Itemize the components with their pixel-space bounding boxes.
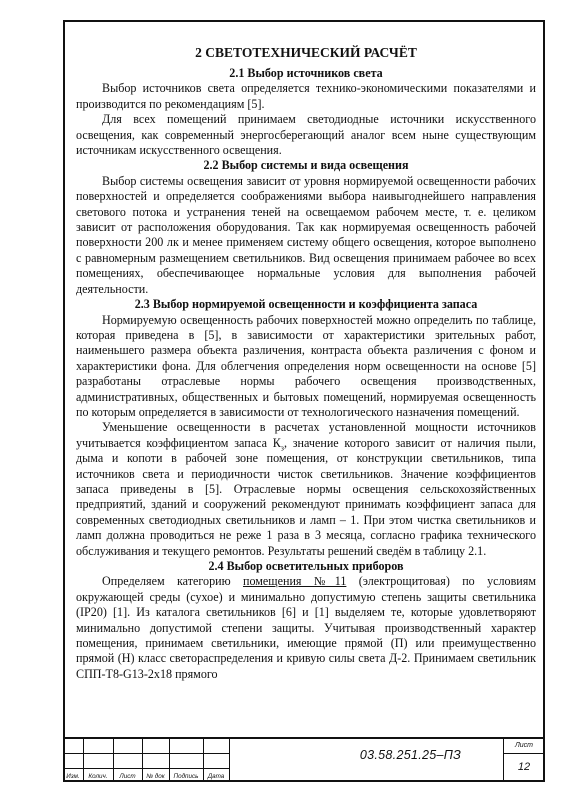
stamp-label-count: Колич. <box>88 773 108 780</box>
document-code: 03.58.251.25–ПЗ <box>359 748 462 762</box>
stamp-label-sheet: Лист <box>119 773 136 780</box>
text-span: Определяем категорию <box>102 574 243 589</box>
title-block <box>63 737 545 782</box>
text-span: , значение которого зависит от наличия пыли, дыма и копоти в рабочей зоне помещения, от конструкции светильников, типа источников света и периодичности чисток светильников. Значение коэффициентов запаса приведены в [5]. Отраслевые нормы освещения сельскохозяйственных предприятий, зданий и сооружений рекомендуют принимать коэффициент запаса для современных светодиодных светильников и ламп – 1. При этом чистка светильников и ламп должна проводиться не реже 1 раза в 3 месяца, согласно графика технического обслуживания и текущего ремонтов. Результаты решений сведём в таблицу 2.1. <box>76 435 536 558</box>
stamp-row-line <box>503 753 545 754</box>
stamp-label-signature: Подпись <box>173 773 199 780</box>
paragraph: Для всех помещений принимаем светодиодные источники искусственного освещения, как современный энергосберегающий аналог всем ныне существующим источникам искусственного освещения. <box>76 112 536 158</box>
paragraph: Выбор источников света определяется технико-экономическими показателями и производится по рекомендациям [5]. <box>76 81 536 111</box>
stamp-row-line <box>63 753 229 754</box>
paragraph <box>76 574 536 682</box>
chapter-title: 2 СВЕТОТЕХНИЧЕСКИЙ РАСЧЁТ <box>195 45 417 60</box>
stamp-label-change: Изм. <box>66 773 80 780</box>
sheet-label: Лист <box>514 742 534 749</box>
text-span: (электрощитовая) по условиям окружающей среды (сухое) и минимально допустимую степень защиты светильника (IP20) [1]. Из каталога светильников [6] и [1] выделяем те, которые удовлетворяют минимально допустимой степени защиты. Учитывая производственный характер помещения, принимаем светильники, имеющие прямой (П) или преимущественно прямой (Н) класс светораспределения и кривую силы света Д-2. Принимаем светильник СПП-Т8-G13-2х18 прямого <box>76 574 536 681</box>
stamp-divider <box>229 739 230 782</box>
section-heading-2-3: 2.3 Выбор нормируемой освещенности и коэффициента запаса <box>134 297 478 312</box>
paragraph: Нормируемую освещенность рабочих поверхностей можно определить по таблице, которая приведена в [5], в зависимости от характеристики зрительных работ, наименьшего размера объекта различения, контраста объекта различения с фоном и характеристики фона. Для облегчения определения норм освещенности на основе [5] разработаны отраслевые нормы рабочего освещения производственных, административных, общественных и бытовых помещений, нормируемая освещенность по которым определяется в зависимости от технологического назначения помещений. <box>76 312 536 419</box>
underlined-text: помещения №11 <box>242 574 347 589</box>
document-body <box>76 44 536 682</box>
stamp-row-line <box>63 768 229 769</box>
text-span: Уменьшение освещенности в расчетах установленной мощности источников учитывается коэффициентом запаса К <box>76 420 536 450</box>
paragraph: Выбор системы освещения зависит от уровня нормируемой освещенности рабочих поверхностей и определяется соображениями выбора наивыгоднейшего направления светового потока и устранения теней на освещаемом рабочем месте, т. е. целиком зависит от расположения оборудования. Так как нормируемая освещенность рабочей поверхности 200 лк и менее применяем систему общего освещения, которое выполнено с равномерным размещением светильников. Вид освещения принимаем рабочее во всех помещениях, обеспечивающее нормальные условия для выполнения рабочей деятельности. <box>76 173 536 296</box>
section-heading-2-2: 2.2 Выбор системы и вида освещения <box>203 158 409 173</box>
sheet-number: 12 <box>517 761 531 773</box>
section-heading-2-1: 2.1 Выбор источников света <box>229 66 383 80</box>
stamp-label-doc-number: № док <box>146 773 165 780</box>
paragraph <box>76 420 536 559</box>
subscript: з <box>280 443 284 453</box>
section-heading-2-4: 2.4 Выбор осветительных приборов <box>208 559 404 573</box>
stamp-label-date: Дата <box>207 773 225 780</box>
